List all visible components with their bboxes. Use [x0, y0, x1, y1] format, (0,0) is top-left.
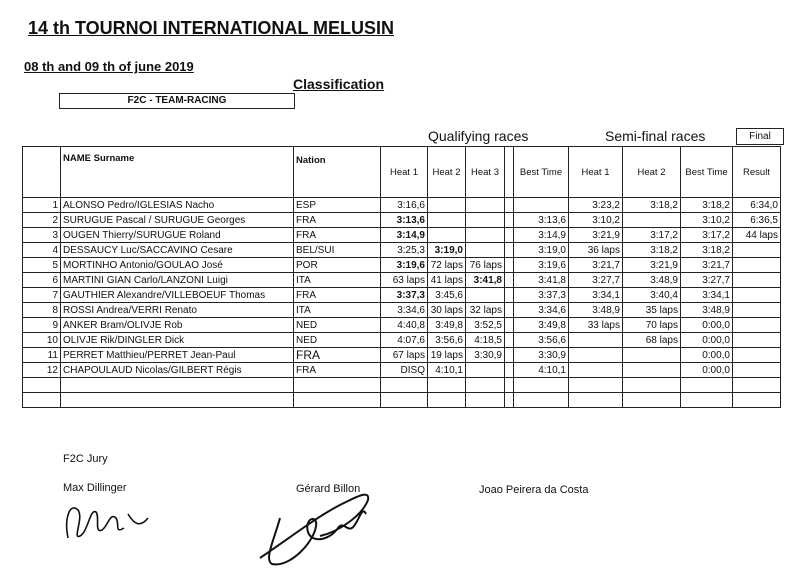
event-dates: 08 th and 09 th of june 2019 [24, 59, 194, 74]
q-heat3-cell [466, 243, 505, 258]
q-heat1-cell: 3:16,6 [381, 198, 428, 213]
s-heat1-cell: 3:21,9 [569, 228, 623, 243]
result-header: Result [733, 147, 781, 198]
s-heat1-cell: 3:48,9 [569, 303, 623, 318]
table-row [23, 318, 781, 333]
s-best-cell: 0:00,0 [681, 333, 733, 348]
q-heat3-cell [466, 288, 505, 303]
nation-cell: FRA [294, 348, 381, 363]
gap-cell [505, 318, 514, 333]
name-cell: ANKER Bram/OLIVJE Rob [61, 318, 294, 333]
name-cell: OUGEN Thierry/SURUGUE Roland [61, 228, 294, 243]
q-best-cell: 4:10,1 [514, 363, 569, 378]
q-heat2-cell [428, 198, 466, 213]
s-heat1-cell: 36 laps [569, 243, 623, 258]
s-heat1-cell [569, 348, 623, 363]
q-heat1-cell: 67 laps [381, 348, 428, 363]
q-heat2-cell: 4:10,1 [428, 363, 466, 378]
empty-cell [733, 378, 781, 393]
judge-name-2: Gérard Billon [296, 483, 361, 495]
results-table [22, 146, 781, 408]
q-heat1-cell: 3:25,3 [381, 243, 428, 258]
s-heat2-cell [623, 363, 681, 378]
q-heat1-cell: 3:19,6 [381, 258, 428, 273]
empty-row [23, 393, 781, 408]
s-heat1-cell: 33 laps [569, 318, 623, 333]
category-label: F2C - TEAM-RACING [59, 93, 295, 109]
empty-cell [294, 393, 381, 408]
s-heat1-cell: 3:27,7 [569, 273, 623, 288]
s-heat1-cell: 3:21,7 [569, 258, 623, 273]
gap-cell [505, 363, 514, 378]
result-cell [733, 333, 781, 348]
q-best-cell: 3:14,9 [514, 228, 569, 243]
q-heat3-cell: 32 laps [466, 303, 505, 318]
q-heat2-cell: 19 laps [428, 348, 466, 363]
final-label: Final [736, 128, 784, 145]
q-best-cell: 3:30,9 [514, 348, 569, 363]
rank-cell: 1 [23, 198, 61, 213]
q-heat2-cell: 3:45,6 [428, 288, 466, 303]
table-row [23, 288, 781, 303]
s-heat1-cell: 3:34,1 [569, 288, 623, 303]
nation-cell: FRA [294, 213, 381, 228]
nation-cell: NED [294, 318, 381, 333]
rank-cell: 8 [23, 303, 61, 318]
s-heat2-cell: 3:18,2 [623, 243, 681, 258]
q-best-cell: 3:13,6 [514, 213, 569, 228]
s-best-header: Best Time [681, 147, 733, 198]
judge-name-1: Max Dillinger [63, 482, 127, 494]
empty-cell [514, 378, 569, 393]
qualifying-races-label: Qualifying races [428, 128, 529, 144]
rank-cell: 9 [23, 318, 61, 333]
s-heat2-cell: 3:17,2 [623, 228, 681, 243]
nation-cell: ITA [294, 273, 381, 288]
gap-cell [505, 198, 514, 213]
q-heat3-cell: 3:41,8 [466, 273, 505, 288]
q-best-cell: 3:41,8 [514, 273, 569, 288]
rank-cell: 12 [23, 363, 61, 378]
gap-cell [505, 288, 514, 303]
result-cell [733, 288, 781, 303]
result-cell [733, 303, 781, 318]
s-best-cell: 0:00,0 [681, 348, 733, 363]
gap-cell [505, 348, 514, 363]
s-best-cell: 3:21,7 [681, 258, 733, 273]
result-cell [733, 273, 781, 288]
s-best-cell: 3:27,7 [681, 273, 733, 288]
s-best-cell: 0:00,0 [681, 363, 733, 378]
empty-cell [505, 393, 514, 408]
q-heat3-header: Heat 3 [466, 147, 505, 198]
result-cell [733, 348, 781, 363]
rank-cell: 6 [23, 273, 61, 288]
s-best-cell: 3:18,2 [681, 243, 733, 258]
gap-cell [505, 333, 514, 348]
name-cell: ROSSI Andrea/VERRI Renato [61, 303, 294, 318]
nation-cell: POR [294, 258, 381, 273]
table-row [23, 273, 781, 288]
s-best-cell: 3:34,1 [681, 288, 733, 303]
q-best-cell: 3:49,8 [514, 318, 569, 333]
rank-cell: 10 [23, 333, 61, 348]
empty-cell [61, 393, 294, 408]
name-cell: GAUTHIER Alexandre/VILLEBOEUF Thomas [61, 288, 294, 303]
name-cell: SURUGUE Pascal / SURUGUE Georges [61, 213, 294, 228]
s-best-cell: 0:00,0 [681, 318, 733, 333]
q-heat1-cell: 3:37,3 [381, 288, 428, 303]
s-heat2-cell [623, 348, 681, 363]
nation-cell: ITA [294, 303, 381, 318]
table-row [23, 213, 781, 228]
q-heat3-cell [466, 198, 505, 213]
empty-cell [466, 393, 505, 408]
q-heat2-cell: 3:56,6 [428, 333, 466, 348]
s-heat2-cell: 68 laps [623, 333, 681, 348]
q-heat1-cell: 3:13,6 [381, 213, 428, 228]
result-cell: 6:36,5 [733, 213, 781, 228]
empty-cell [428, 378, 466, 393]
table-row [23, 303, 781, 318]
q-heat1-cell: 63 laps [381, 273, 428, 288]
q-heat1-header: Heat 1 [381, 147, 428, 198]
q-heat1-cell: 3:14,9 [381, 228, 428, 243]
q-heat2-header: Heat 2 [428, 147, 466, 198]
empty-cell [23, 378, 61, 393]
table-row [23, 243, 781, 258]
q-heat1-cell: 3:34,6 [381, 303, 428, 318]
table-row [23, 333, 781, 348]
q-heat3-cell [466, 228, 505, 243]
table-row [23, 228, 781, 243]
page-title: 14 th TOURNOI INTERNATIONAL MELUSIN [28, 18, 395, 38]
empty-cell [381, 393, 428, 408]
empty-row [23, 378, 781, 393]
results-body [23, 198, 781, 408]
q-heat1-cell: 4:07,6 [381, 333, 428, 348]
name-cell: PERRET Matthieu/PERRET Jean-Paul [61, 348, 294, 363]
rank-cell: 3 [23, 228, 61, 243]
q-heat3-cell: 4:18,5 [466, 333, 505, 348]
name-cell: MORTINHO Antonio/GOULAO José [61, 258, 294, 273]
s-heat1-cell: 3:23,2 [569, 198, 623, 213]
result-cell [733, 363, 781, 378]
s-heat2-cell: 3:18,2 [623, 198, 681, 213]
empty-cell [681, 393, 733, 408]
q-heat3-cell [466, 213, 505, 228]
table-row [23, 348, 781, 363]
rank-cell: 5 [23, 258, 61, 273]
s-heat2-header: Heat 2 [623, 147, 681, 198]
result-cell: 44 laps [733, 228, 781, 243]
name-header: NAME Surname [61, 147, 294, 198]
q-heat2-cell: 72 laps [428, 258, 466, 273]
gap-cell [505, 303, 514, 318]
empty-cell [428, 393, 466, 408]
q-best-cell: 3:34,6 [514, 303, 569, 318]
s-heat2-cell: 35 laps [623, 303, 681, 318]
q-best-cell: 3:19,6 [514, 258, 569, 273]
classification-heading: Classification [293, 76, 385, 92]
empty-cell [681, 378, 733, 393]
judge-name-3: Joao Peirera da Costa [479, 484, 589, 496]
s-heat2-cell [623, 213, 681, 228]
empty-cell [294, 378, 381, 393]
result-cell [733, 318, 781, 333]
name-cell: ALONSO Pedro/IGLESIAS Nacho [61, 198, 294, 213]
s-heat2-cell: 3:48,9 [623, 273, 681, 288]
q-heat3-cell: 76 laps [466, 258, 505, 273]
s-heat2-cell: 3:21,9 [623, 258, 681, 273]
name-cell: DESSAUCY Luc/SACCAVINO Cesare [61, 243, 294, 258]
jury-label: F2C Jury [63, 453, 108, 465]
empty-cell [505, 378, 514, 393]
s-heat1-cell: 3:10,2 [569, 213, 623, 228]
q-best-cell: 3:19,0 [514, 243, 569, 258]
q-heat1-cell: 4:40,8 [381, 318, 428, 333]
s-heat2-cell: 70 laps [623, 318, 681, 333]
q-heat3-cell [466, 363, 505, 378]
q-heat2-cell [428, 213, 466, 228]
q-heat2-cell: 3:49,8 [428, 318, 466, 333]
result-cell: 6:34,0 [733, 198, 781, 213]
s-best-cell: 3:18,2 [681, 198, 733, 213]
gap-cell [505, 228, 514, 243]
q-best-header: Best Time [514, 147, 569, 198]
gap-cell [505, 213, 514, 228]
s-best-cell: 3:17,2 [681, 228, 733, 243]
table-row [23, 258, 781, 273]
q-heat1-cell: DISQ [381, 363, 428, 378]
nation-cell: BEL/SUI [294, 243, 381, 258]
result-cell [733, 258, 781, 273]
empty-cell [623, 378, 681, 393]
s-heat1-cell [569, 363, 623, 378]
rank-cell: 4 [23, 243, 61, 258]
q-heat2-cell: 41 laps [428, 273, 466, 288]
rank-cell: 7 [23, 288, 61, 303]
q-heat2-cell [428, 228, 466, 243]
nation-cell: FRA [294, 228, 381, 243]
q-heat3-cell: 3:52,5 [466, 318, 505, 333]
q-best-cell: 3:56,6 [514, 333, 569, 348]
rank-cell: 2 [23, 213, 61, 228]
name-cell: CHAPOULAUD Nicolas/GILBERT Régis [61, 363, 294, 378]
q-best-cell [514, 198, 569, 213]
gap-cell [505, 258, 514, 273]
s-heat1-header: Heat 1 [569, 147, 623, 198]
rank-cell: 11 [23, 348, 61, 363]
nation-cell: ESP [294, 198, 381, 213]
gap-cell [505, 243, 514, 258]
s-heat2-cell: 3:40,4 [623, 288, 681, 303]
signature-2 [250, 478, 390, 570]
q-heat2-cell: 3:19,0 [428, 243, 466, 258]
table-header-row [23, 147, 781, 198]
semifinal-races-label: Semi-final races [605, 128, 706, 144]
rank-header [23, 147, 61, 198]
s-best-cell: 3:48,9 [681, 303, 733, 318]
gap-column [505, 147, 514, 198]
signature-1 [50, 488, 165, 548]
s-best-cell: 3:10,2 [681, 213, 733, 228]
table-row [23, 198, 781, 213]
nation-cell: NED [294, 333, 381, 348]
empty-cell [569, 378, 623, 393]
s-heat1-cell [569, 333, 623, 348]
empty-cell [569, 393, 623, 408]
table-row [23, 363, 781, 378]
empty-cell [514, 393, 569, 408]
q-heat2-cell: 30 laps [428, 303, 466, 318]
name-cell: OLIVJE Rik/DINGLER Dick [61, 333, 294, 348]
name-cell: MARTINI GIAN Carlo/LANZONI Luigi [61, 273, 294, 288]
empty-cell [466, 378, 505, 393]
empty-cell [381, 378, 428, 393]
empty-cell [23, 393, 61, 408]
q-heat3-cell: 3:30,9 [466, 348, 505, 363]
nation-cell: FRA [294, 363, 381, 378]
empty-cell [733, 393, 781, 408]
q-best-cell: 3:37,3 [514, 288, 569, 303]
gap-cell [505, 273, 514, 288]
result-cell [733, 243, 781, 258]
empty-cell [61, 378, 294, 393]
nation-cell: FRA [294, 288, 381, 303]
empty-cell [623, 393, 681, 408]
nation-header: Nation [294, 147, 381, 198]
